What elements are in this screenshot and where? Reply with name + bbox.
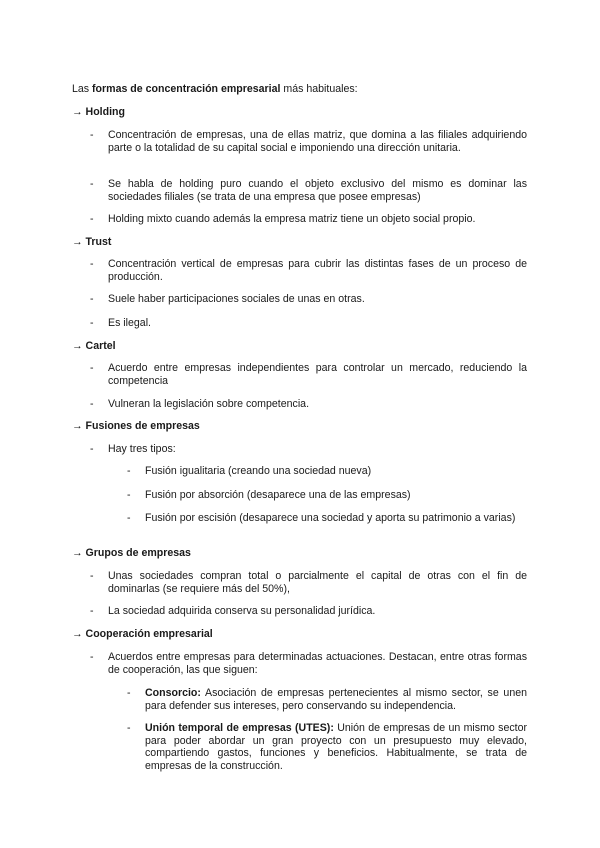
dash-bullet: - — [90, 178, 94, 190]
dash-bullet: - — [127, 489, 131, 501]
arrow-icon: → — [72, 236, 83, 248]
dash-bullet: - — [127, 722, 131, 734]
dash-bullet: - — [90, 651, 94, 663]
dash-bullet: - — [127, 512, 131, 524]
list-item: - Concentración de empresas, una de ellas matriz, que domina a las filiales adquiriendo parte o la totalidad de su capital social e imponiendo una dirección unitaria. — [90, 129, 527, 154]
list-item: - Acuerdos entre empresas para determinadas actuaciones. Destacan, entre otras formas de cooperación, las que siguen: — [90, 651, 527, 676]
sub-list-item: - Fusión igualitaria (creando una sociedad nueva) — [127, 465, 372, 477]
section-heading-grupos: → Grupos de empresas — [72, 547, 191, 559]
intro-suffix: más habituales: — [280, 83, 358, 95]
list-item: - Se habla de holding puro cuando el objeto exclusivo del mismo es dominar las sociedades filiales (se trata de una empresa que posee empresas) — [90, 178, 527, 203]
term-utes: Unión temporal de empresas (UTES): — [145, 722, 334, 734]
dash-bullet: - — [90, 398, 94, 410]
term-consorcio: Consorcio: — [145, 687, 201, 699]
dash-bullet: - — [90, 362, 94, 374]
arrow-icon: → — [72, 106, 83, 118]
dash-bullet: - — [90, 293, 94, 305]
list-item: - Suele haber participaciones sociales de unas en otras. — [90, 293, 365, 305]
sub-list-item: - Fusión por escisión (desaparece una sociedad y aporta su patrimonio a varias) — [127, 512, 516, 524]
dash-bullet: - — [90, 605, 94, 617]
section-heading-trust: → Trust — [72, 236, 112, 248]
list-item: - Acuerdo entre empresas independientes para controlar un mercado, reduciendo la competencia — [90, 362, 527, 387]
arrow-icon: → — [72, 420, 83, 432]
sub-list-item: - Unión temporal de empresas (UTES): Unión de empresas de un mismo sector para poder abordar un gran proyecto con un presupuesto muy elevado, compartiendo gastos, funciones y beneficios. Habitualmente, se trata de empresas de la construcción. — [127, 722, 527, 772]
dash-bullet: - — [90, 443, 94, 455]
intro-bold: formas de concentración empresarial — [92, 83, 281, 95]
list-item: - Unas sociedades compran total o parcialmente el capital de otras con el fin de dominarlas (se requiere más del 50%), — [90, 570, 527, 595]
list-item: - Hay tres tipos: — [90, 443, 176, 455]
list-item: - Vulneran la legislación sobre competencia. — [90, 398, 310, 410]
dash-bullet: - — [90, 570, 94, 582]
dash-bullet: - — [127, 465, 131, 477]
section-heading-holding: → Holding — [72, 106, 125, 118]
arrow-icon: → — [72, 340, 83, 352]
arrow-icon: → — [72, 628, 83, 640]
list-item: - Holding mixto cuando además la empresa matriz tiene un objeto social propio. — [90, 213, 476, 225]
dash-bullet: - — [90, 258, 94, 270]
list-item: - Concentración vertical de empresas para cubrir las distintas fases de un proceso de producción. — [90, 258, 527, 283]
dash-bullet: - — [90, 317, 94, 329]
section-heading-cartel: → Cartel — [72, 340, 116, 352]
list-item: - Es ilegal. — [90, 317, 151, 329]
list-item: - La sociedad adquirida conserva su personalidad jurídica. — [90, 605, 376, 617]
dash-bullet: - — [90, 213, 94, 225]
sub-list-item: - Fusión por absorción (desaparece una de las empresas) — [127, 489, 411, 501]
sub-list-item: - Consorcio: Asociación de empresas pertenecientes al mismo sector, se unen para defender sus intereses, pero conservando su independencia. — [127, 687, 527, 712]
section-heading-cooperacion: → Cooperación empresarial — [72, 628, 213, 640]
section-heading-fusiones: → Fusiones de empresas — [72, 420, 200, 432]
intro-prefix: Las — [72, 83, 93, 95]
intro-line — [72, 83, 532, 96]
dash-bullet: - — [90, 129, 94, 141]
arrow-icon: → — [72, 547, 83, 559]
dash-bullet: - — [127, 687, 131, 699]
